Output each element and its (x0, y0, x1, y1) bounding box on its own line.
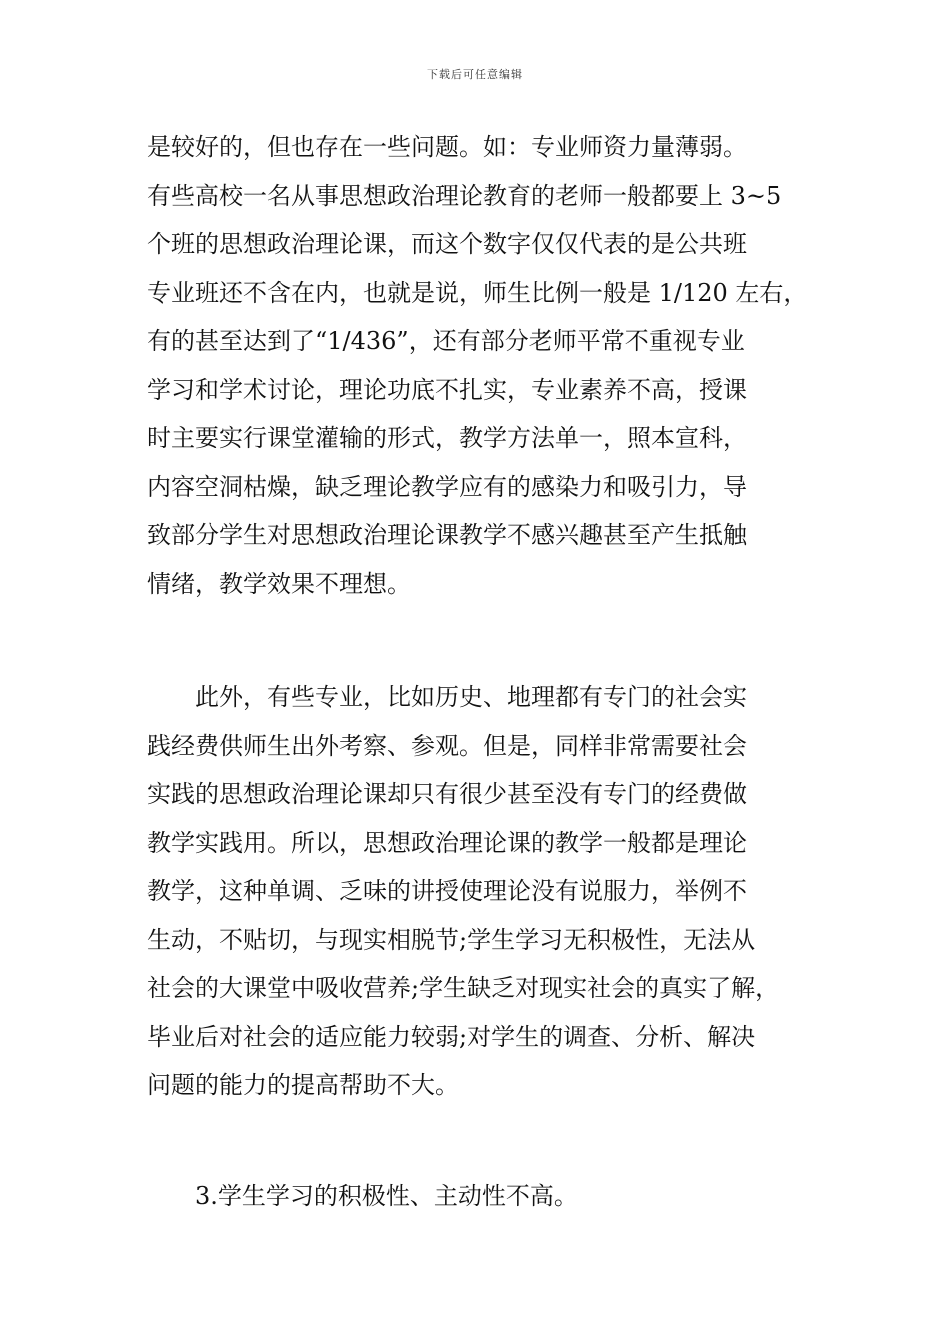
paragraph-line: 教学，这种单调、乏味的讲授使理论没有说服力，举例不 (147, 877, 747, 905)
paragraph-line: 有些高校一名从事思想政治理论教育的老师一般都要上 3~5 (147, 181, 782, 210)
paragraph-line: 专业班还不含在内，也就是说，师生比例一般是 1/120 左右， (147, 278, 808, 307)
paragraph-line: 践经费供师生出外考察、参观。但是，同样非常需要社会 (147, 731, 747, 760)
paragraph-line: 生动，不贴切，与现实相脱节;学生学习无积极性，无法从 (147, 925, 756, 954)
paragraph-line: 情绪，教学效果不理想。 (147, 569, 411, 598)
paragraph-line: 此外，有些专业，比如历史、地理都有专门的社会实 (195, 683, 747, 711)
paragraph-line: 教学实践用。所以，思想政治理论课的教学一般都是理论 (147, 828, 747, 857)
section-heading-3 (147, 1172, 827, 1221)
paragraph-1 (147, 123, 827, 608)
page-header: 下载后可任意编辑 (427, 68, 523, 81)
paragraph-line: 是较好的，但也存在一些问题。如：专业师资力量薄弱。 (147, 133, 747, 161)
paragraph-2 (147, 673, 827, 1110)
paragraph-line: 有的甚至达到了“1/436”，还有部分老师平常不重视专业 (147, 327, 745, 355)
section-heading-text: 3.学生学习的积极性、主动性不高。 (195, 1182, 578, 1210)
paragraph-line: 问题的能力的提高帮助不大。 (147, 1071, 459, 1099)
paragraph-line: 个班的思想政治理论课，而这个数字仅仅代表的是公共班 (147, 230, 747, 258)
paragraph-line: 社会的大课堂中吸收营养;学生缺乏对现实社会的真实了解， (147, 974, 780, 1002)
paragraph-line: 内容空洞枯燥，缺乏理论教学应有的感染力和吸引力，导 (147, 472, 747, 501)
paragraph-line: 时主要实行课堂灌输的形式，教学方法单一，照本宣科， (147, 424, 747, 452)
paragraph-line: 实践的思想政治理论课却只有很少甚至没有专门的经费做 (147, 780, 747, 808)
paragraph-line: 学习和学术讨论，理论功底不扎实，专业素养不高，授课 (147, 375, 747, 404)
paragraph-line: 毕业后对社会的适应能力较弱;对学生的调查、分析、解决 (147, 1022, 756, 1051)
paragraph-line: 致部分学生对思想政治理论课教学不感兴趣甚至产生抵触 (147, 521, 747, 549)
